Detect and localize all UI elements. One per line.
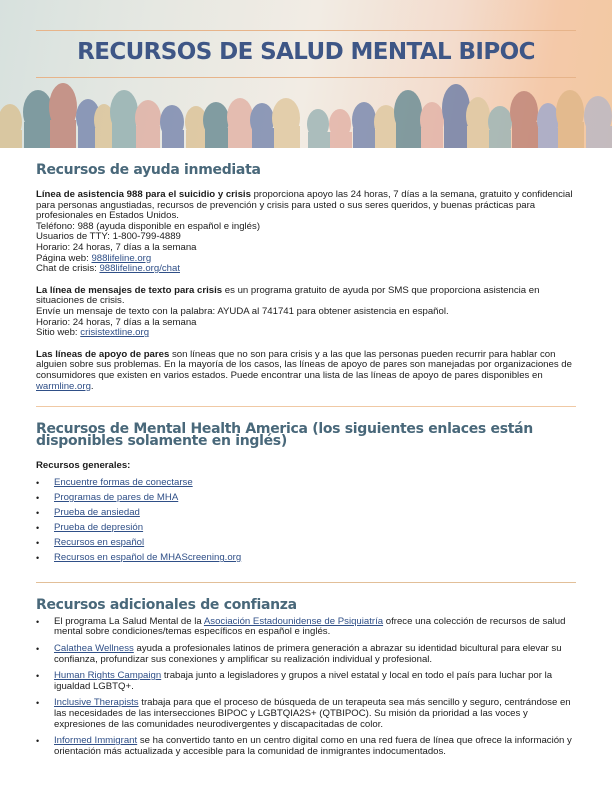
mha-links-list: [36, 478, 576, 564]
textline-description: La línea de mensajes de texto para crisis es un programa gratuito de ayuda por SMS que proporciona asistencia en situaciones de crisis.: [36, 284, 540, 307]
list-item: • Human Rights Campaign trabaja junto a legisladores y grupos a nivel estatal y local en todo el país para luchar por la igualdad LGBTQ+.: [36, 671, 576, 692]
silhouette-head: [510, 91, 538, 148]
lifeline-tty: Usuarios de TTY: 1-800-799-4889: [36, 231, 181, 243]
lifeline-phone: Teléfono: 988 (ayuda disponible en español e inglés): [36, 220, 261, 232]
resource-link[interactable]: Informed Immigrant: [54, 735, 138, 747]
textline-web-link[interactable]: crisistextline.org: [80, 327, 150, 339]
silhouette-head: [23, 90, 53, 148]
resource-link[interactable]: Asociación Estadounidense de Psiquiatría: [203, 615, 384, 627]
section-heading: Recursos adicionales de confianza: [36, 596, 297, 613]
section-immediate-help: [36, 164, 576, 392]
silhouette-head: [203, 102, 229, 148]
lifeline-web: Página web: 988lifeline.org: [36, 252, 152, 264]
textline-name: La línea de mensajes de texto para crisis: [36, 284, 223, 296]
silhouette-head: [584, 96, 612, 148]
warmline-name: Las líneas de apoyo de pares: [36, 348, 170, 360]
mha-link[interactable]: Prueba de ansiedad: [54, 506, 140, 518]
lifeline-web-link[interactable]: 988lifeline.org: [91, 252, 152, 264]
resource-link[interactable]: Inclusive Therapists: [54, 697, 139, 709]
additional-resources-list: [36, 617, 576, 758]
main-content: [36, 164, 576, 757]
banner-top-rule: [36, 30, 576, 31]
lifeline-description: Línea de asistencia 988 para el suicidio y crisis proporciona apoyo las 24 horas, 7 días a la semana, gratuito y confidencial para personas angustiadas, recursos de prevención y crisis para usted o sus seres queridos, y buenas prácticas para profesionales en Estados Unidos.: [36, 189, 573, 222]
textline-block: [36, 286, 576, 339]
lifeline-block: [36, 190, 576, 275]
list-item: [36, 493, 576, 504]
list-item: [36, 523, 576, 534]
lifeline-hours: Horario: 24 horas, 7 días a la semana: [36, 241, 197, 253]
silhouette-head: [394, 90, 422, 148]
textline-hours: Horario: 24 horas, 7 días a la semana: [36, 316, 197, 328]
warmline-description: Las líneas de apoyo de pares son líneas que no son para crisis y a las que las personas pueden recurrir para hablar con alguien sobre sus problemas. En la mayoría de los casos, las líneas de apoyo de pares son manejadas por organizaciones de consumidores que existen en varios estados. Puede encontrar una lista de las líneas de apoyo de pares disponibles en warmline.org.: [36, 348, 572, 392]
mha-link[interactable]: Encuentre formas de conectarse: [54, 476, 193, 488]
list-item: • Calathea Wellness ayuda a profesionales latinos de primera generación a abrazar su identidad bicultural para elevar su confianza, profundizar sus conexiones y amplificar su realización individual y profesional.: [36, 644, 576, 665]
crowd-silhouettes-image: [0, 82, 612, 148]
list-item: [36, 553, 576, 564]
silhouette-head: [352, 102, 376, 148]
silhouette-head: [272, 98, 300, 148]
silhouette-head: [135, 100, 161, 148]
list-item: [36, 538, 576, 549]
list-item: • Inclusive Therapists trabaja para que el proceso de búsqueda de un terapeuta sea más sencillo y seguro, centrándose en las necesidades de las intersecciones BIPOC y LGBTQIA2S+ (QTBIPOC). Su misión da prioridad a las voces y expresiones de las comunidades neurodivergentes y discapacitadas de color.: [36, 698, 576, 730]
warmline-block: [36, 350, 576, 392]
silhouette-head: [488, 106, 512, 148]
mha-link[interactable]: Recursos en español de MHAScreening.org: [54, 552, 242, 564]
silhouette-head: [160, 105, 184, 148]
silhouette-head: [466, 97, 490, 148]
mha-link[interactable]: Recursos en español: [54, 537, 145, 549]
list-item: • Informed Immigrant se ha convertido tanto en un centro digital como en una red fuera de línea que ofrece la información y orientación más actualizada y accesible para la comunidad de inmigrantes indocumentados.: [36, 736, 576, 757]
resource-link[interactable]: Calathea Wellness: [54, 642, 134, 654]
banner-bottom-rule: [36, 77, 576, 78]
silhouette-head: [110, 90, 138, 148]
lifeline-name: Línea de asistencia 988 para el suicidio y crisis: [36, 189, 251, 200]
list-item: [36, 508, 576, 519]
list-item: [36, 478, 576, 489]
page-title: RECURSOS DE SALUD MENTAL BIPOC: [77, 39, 535, 65]
silhouette-head: [250, 103, 274, 148]
silhouette-head: [227, 98, 253, 148]
general-resources-label: Recursos generales:: [36, 460, 131, 472]
section-divider: [36, 582, 576, 583]
mha-link[interactable]: Programas de pares de MHA: [54, 491, 179, 503]
silhouette-head: [556, 90, 584, 148]
silhouette-head: [420, 102, 444, 148]
lifeline-chat: Chat de crisis: 988lifeline.org/chat: [36, 263, 180, 275]
section-heading: Recursos de Mental Health America (los siguientes enlaces están disponibles solamente en inglés): [36, 421, 533, 450]
silhouette-head: [49, 83, 77, 148]
silhouette-head: [442, 84, 470, 148]
warmline-link[interactable]: warmline.org: [36, 380, 91, 392]
header-banner: [0, 0, 612, 148]
silhouette-head: [329, 109, 352, 148]
section-divider: [36, 406, 576, 407]
resource-link[interactable]: Human Rights Campaign: [54, 670, 162, 682]
textline-sms: Envíe un mensaje de texto con la palabra: AYUDA al 741741 para obtener asistencia en español.: [36, 305, 449, 317]
section-mha: [36, 423, 576, 564]
silhouette-head: [307, 109, 330, 148]
section-heading: Recursos de ayuda inmediata: [36, 162, 261, 178]
lifeline-chat-link[interactable]: 988lifeline.org/chat: [99, 263, 180, 275]
silhouette-head: [0, 104, 22, 148]
list-item: • El programa La Salud Mental de la Asociación Estadounidense de Psiquiatría ofrece una colección de recursos de salud mental sobre condiciones/temas específicos en español e inglés.: [36, 617, 576, 638]
textline-web: Sitio web: crisistextline.org: [36, 327, 150, 339]
section-additional: [36, 596, 576, 758]
mha-link[interactable]: Prueba de depresión: [54, 521, 144, 533]
